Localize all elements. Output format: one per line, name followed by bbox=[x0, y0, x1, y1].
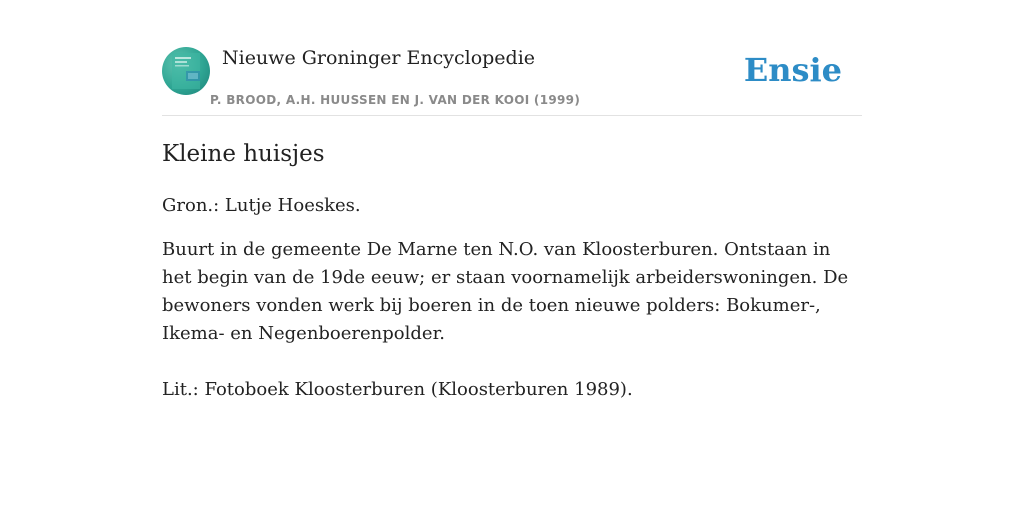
entry-gron: Gron.: Lutje Hoeskes. bbox=[162, 195, 361, 216]
book-title[interactable]: Nieuwe Groninger Encyclopedie bbox=[222, 47, 536, 69]
entry-body: Buurt in de gemeente De Marne ten N.O. van Kloosterburen. Ontstaan in het begin van de 19de eeuw; er staan voornamelijk arbeiderswoningen. De bewoners vonden werk bij boeren in de toen nieuwe polders: Bokumer-, Ikema- en Negenboerenpolder. bbox=[162, 239, 849, 344]
book-authors: P. BROOD, A.H. HUUSSEN EN J. VAN DER KOOI (1999) bbox=[210, 93, 581, 107]
site-header bbox=[162, 40, 862, 116]
brand-logo[interactable]: Ensie bbox=[743, 51, 842, 89]
entry-literature: Lit.: Fotoboek Kloosterburen (Kloosterburen 1989). bbox=[162, 379, 633, 400]
book-cover-icon[interactable] bbox=[162, 47, 210, 95]
entry-content bbox=[162, 138, 862, 420]
entry-title: Kleine huisjes bbox=[162, 141, 325, 167]
